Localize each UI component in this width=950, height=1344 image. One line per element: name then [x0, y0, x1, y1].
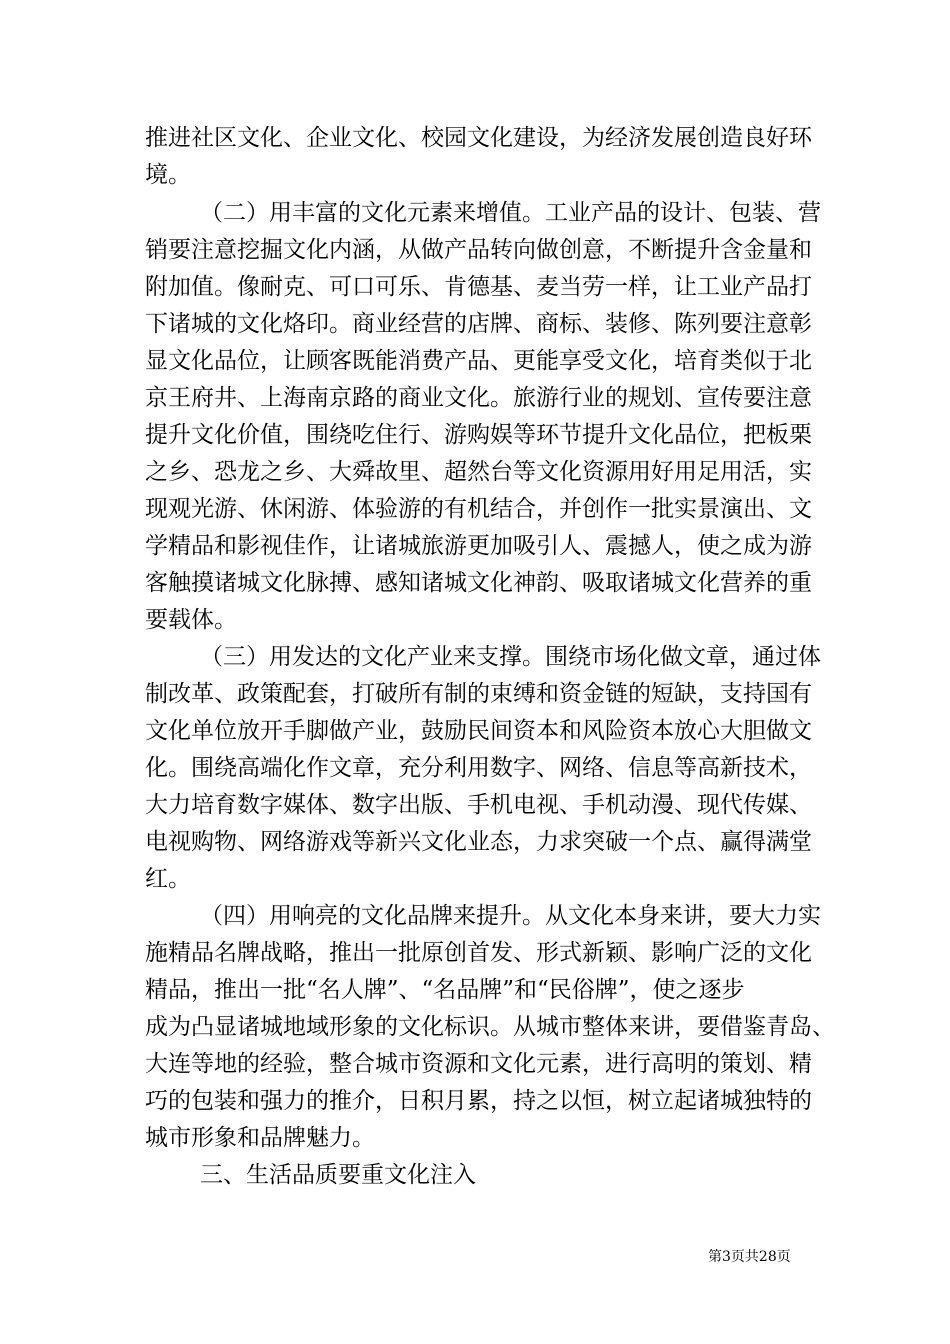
body-text-line: 下诸城的文化烙印。商业经营的店牌、商标、装修、陈列要注意彰 — [145, 311, 812, 337]
body-text-line: 境。 — [145, 162, 191, 188]
body-text-line: 学精品和影视佳作，让诸城旅游更加吸引人、震撼人，使之成为游 — [145, 533, 812, 559]
body-text-line: 要载体。 — [145, 607, 237, 633]
body-text-line: 大连等地的经验，整合城市资源和文化元素，进行高明的策划、精 — [145, 1051, 812, 1077]
body-text-line: 施精品名牌战略，推出一批原创首发、形式新颖、影响广泛的文化 — [145, 940, 812, 966]
body-text-line: 电视购物、网络游戏等新兴文化业态，力求突破一个点、赢得满堂 — [145, 829, 812, 855]
page-number-footer: 第3页共28页 — [708, 1249, 791, 1265]
body-text-line: 文化单位放开手脚做产业，鼓励民间资本和风险资本放心大胆做文 — [145, 718, 812, 744]
body-text-line: 城市形象和品牌魅力。 — [145, 1125, 375, 1151]
body-text-line: 之乡、恐龙之乡、大舜故里、超然台等文化资源用好用足用活，实 — [145, 459, 812, 485]
body-text-line: 客触摸诸城文化脉搏、感知诸城文化神韵、吸取诸城文化营养的重 — [145, 570, 812, 596]
body-text-line: 现观光游、休闲游、体验游的有机结合，并创作一批实景演出、文 — [145, 496, 812, 522]
body-text-line: 附加值。像耐克、可口可乐、肯德基、麦当劳一样，让工业产品打 — [145, 274, 812, 300]
paragraph-heading-line: （二）用丰富的文化元素来增值。工业产品的设计、包装、营 — [200, 200, 821, 226]
body-text-line: 推进社区文化、企业文化、校园文化建设，为经济发展创造良好环 — [145, 125, 812, 151]
paragraph-heading-line: （四）用响亮的文化品牌来提升。从文化本身来讲，要大力实 — [200, 903, 821, 929]
body-text-line: 大力培育数字媒体、数字出版、手机电视、手机动漫、现代传媒、 — [145, 792, 812, 818]
body-text-line: 化。围绕高端化作文章，充分利用数字、网络、信息等高新技术， — [145, 755, 812, 781]
body-text-line: 京王府井、上海南京路的商业文化。旅游行业的规划、宣传要注意 — [145, 385, 812, 411]
body-text-line: 成为凸显诸城地域形象的文化标识。从城市整体来讲，要借鉴青岛、 — [145, 1014, 835, 1040]
body-text-line: 精品，推出一批“名人牌”、“名品牌”和“民俗牌”，使之逐步 — [145, 977, 745, 1003]
body-text-line: 红。 — [145, 866, 191, 892]
body-text-line: 巧的包装和强力的推介，日积月累，持之以恒，树立起诸城独特的 — [145, 1088, 812, 1114]
body-text-line: 显文化品位，让顾客既能消费产品、更能享受文化，培育类似于北 — [145, 348, 812, 374]
body-text-line: 销要注意挖掘文化内涵，从做产品转向做创意，不断提升含金量和 — [145, 237, 812, 263]
paragraph-heading-line: （三）用发达的文化产业来支撑。围绕市场化做文章，通过体 — [200, 644, 821, 670]
body-text-line: 提升文化价值，围绕吃住行、游购娱等环节提升文化品位，把板栗 — [145, 422, 812, 448]
body-text-line: 制改革、政策配套，打破所有制的束缚和资金链的短缺，支持国有 — [145, 681, 812, 707]
section-heading: 三、生活品质要重文化注入 — [200, 1162, 476, 1188]
